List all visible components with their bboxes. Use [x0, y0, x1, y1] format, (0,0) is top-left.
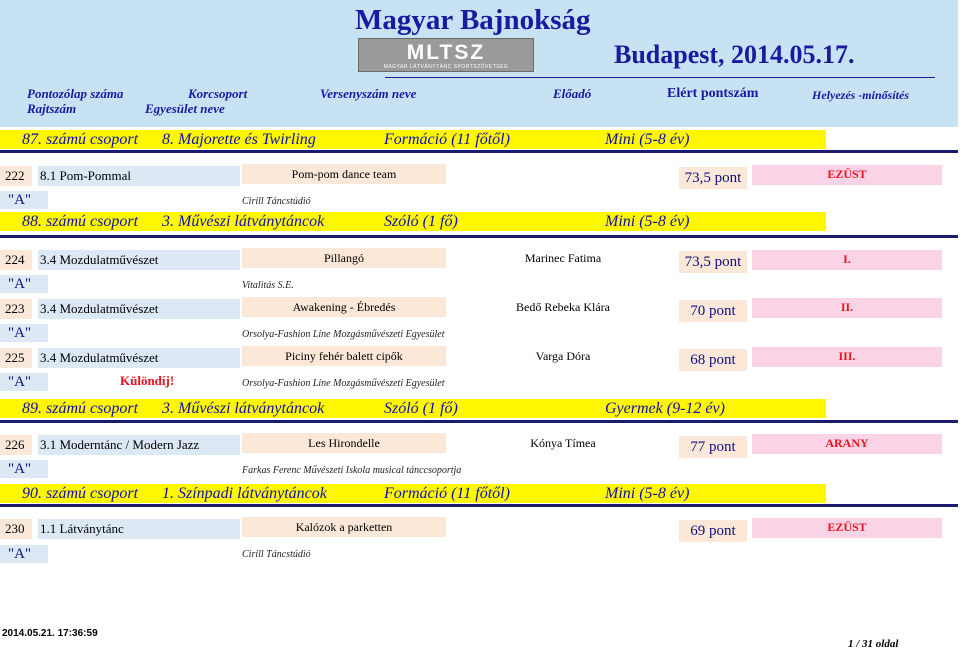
col-performer: Előadó: [553, 86, 592, 101]
entry-category: 1.1 Látványtánc: [38, 519, 240, 539]
start-number: 225: [0, 348, 32, 368]
group-header: [0, 212, 826, 231]
start-number: 223: [0, 299, 32, 319]
entry-title: Les Hirondelle: [242, 433, 446, 453]
group-rule: [0, 235, 958, 238]
entry-club: Farkas Ferenc Művészeti Iskola musical tánccsoportja: [242, 465, 462, 476]
entry-score: 69 pont: [679, 520, 747, 542]
entry-placement: I.: [752, 250, 942, 270]
start-number: 222: [0, 166, 32, 186]
page-number: 1 / 31 oldal: [848, 638, 899, 650]
group-format: Szóló (1 fő): [384, 213, 458, 230]
entry-performer: Kónya Tímea: [530, 436, 596, 450]
entry-club: Cirill Táncstúdió: [242, 196, 311, 207]
entry-category: 3.4 Mozdulatművészet: [38, 250, 240, 270]
group-id: 87. számú csoport: [22, 131, 139, 148]
group-id: 89. számú csoport: [22, 400, 139, 417]
group-header: [0, 399, 826, 418]
group-age: Mini (5-8 év): [605, 485, 690, 502]
group-age: Gyermek (9-12 év): [605, 400, 725, 417]
group-category: 3. Művészi látványtáncok: [162, 400, 325, 417]
entry-score: 68 pont: [679, 349, 747, 371]
entry-level: "A": [0, 373, 48, 391]
entry-placement: III.: [752, 347, 942, 367]
entry-level: "A": [0, 275, 48, 293]
start-number: 224: [0, 250, 32, 270]
group-age: Mini (5-8 év): [605, 213, 690, 230]
header-rule: [385, 77, 935, 78]
entry-title: Pom-pom dance team: [242, 164, 446, 184]
entry-title: Kalózok a parketten: [242, 517, 446, 537]
entry-title: Pillangó: [242, 248, 446, 268]
group-id: 90. számú csoport: [22, 485, 139, 502]
col-number-name: Versenyszám neve: [320, 86, 417, 101]
col-club-name: Egyesület neve: [145, 101, 225, 116]
entry-category: 3.4 Mozdulatművészet: [38, 348, 240, 368]
group-header: [0, 130, 826, 149]
entry-club: Cirill Táncstúdió: [242, 549, 311, 560]
entry-score: 73,5 pont: [679, 251, 747, 273]
group-rule: [0, 420, 958, 423]
entry-placement: EZÜST: [752, 518, 942, 538]
group-header: [0, 484, 826, 503]
logo-subtitle: MAGYAR LÁTVÁNYTÁNC SPORTSZÖVETSÉG: [383, 64, 509, 70]
entry-category: 3.4 Mozdulatművészet: [38, 299, 240, 319]
entry-score: 70 pont: [679, 300, 747, 322]
entry-level: "A": [0, 460, 48, 478]
col-sheet-number: Pontozólap száma: [27, 86, 124, 101]
entry-placement: EZÜST: [752, 165, 942, 185]
group-rule: [0, 504, 958, 507]
entry-club: Orsolya-Fashion Line Mozgásművészeti Egyesület: [242, 378, 445, 389]
col-score: Elért pontszám: [667, 86, 759, 101]
entry-category: 8.1 Pom-Pommal: [38, 166, 240, 186]
col-start-number: Rajtszám: [27, 101, 77, 116]
group-category: 8. Majorette és Twirling: [162, 131, 316, 148]
entry-club: Vitalitás S.E.: [242, 280, 294, 291]
entry-level: "A": [0, 191, 48, 209]
entry-performer: Bedő Rebeka Klára: [516, 300, 610, 314]
group-rule: [0, 150, 958, 153]
location-date: Budapest, 2014.05.17.: [614, 40, 855, 69]
entry-placement: ARANY: [752, 434, 942, 454]
logo-text: MLTSZ: [406, 41, 486, 64]
page-title: Magyar Bajnokság: [355, 4, 591, 36]
entry-performer: Marinec Fatima: [524, 251, 602, 265]
start-number: 230: [0, 519, 32, 539]
entry-title: Awakening - Ébredés: [242, 297, 446, 317]
entry-category: 3.1 Moderntánc / Modern Jazz: [38, 435, 240, 455]
federation-logo: [358, 38, 534, 72]
group-format: Formáció (11 főtől): [384, 485, 510, 502]
col-age-group: Korcsoport: [188, 86, 248, 101]
entry-placement: II.: [752, 298, 942, 318]
group-format: Szóló (1 fő): [384, 400, 458, 417]
entry-score: 73,5 pont: [679, 167, 747, 189]
start-number: 226: [0, 435, 32, 455]
group-category: 3. Művészi látványtáncok: [162, 213, 325, 230]
col-placement: Helyezés -minősítés: [812, 88, 909, 102]
entry-performer: [450, 164, 676, 184]
entry-club: Orsolya-Fashion Line Mozgásművészeti Egyesület: [242, 329, 445, 340]
special-prize: Különdíj!: [120, 373, 175, 388]
entry-level: "A": [0, 545, 48, 563]
entry-performer: Varga Dóra: [535, 349, 591, 363]
group-category: 1. Színpadi látványtáncok: [162, 485, 327, 502]
entry-score: 77 pont: [679, 436, 747, 458]
group-format: Formáció (11 főtől): [384, 131, 510, 148]
group-age: Mini (5-8 év): [605, 131, 690, 148]
entry-level: "A": [0, 324, 48, 342]
group-id: 88. számú csoport: [22, 213, 139, 230]
print-timestamp: 2014.05.21. 17:36:59: [2, 628, 98, 639]
entry-title: Piciny fehér balett cipők: [242, 346, 446, 366]
entry-performer: [450, 517, 676, 537]
